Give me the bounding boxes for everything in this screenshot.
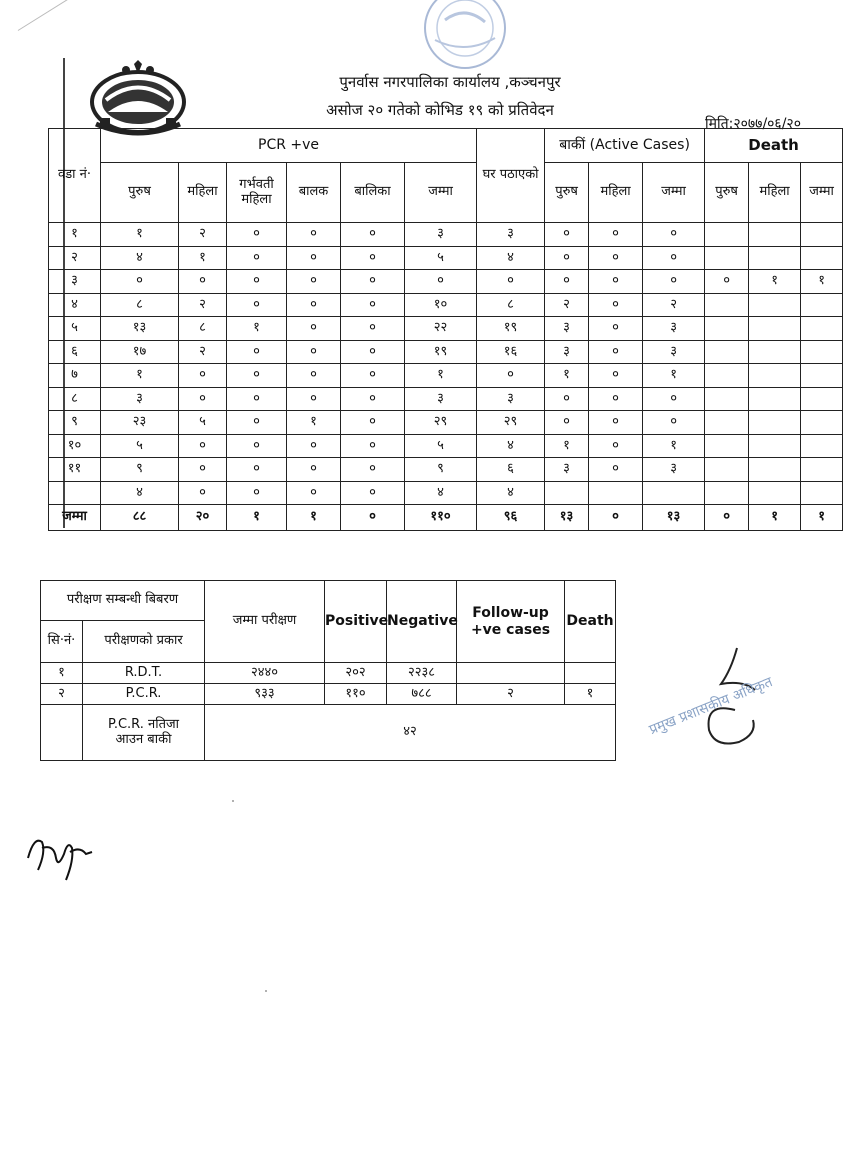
cell-death-female	[749, 223, 801, 247]
cell-active-male: ०	[545, 387, 589, 411]
total-pcr-boy: १	[287, 505, 341, 531]
cell-active-total: २	[643, 293, 705, 317]
cell-pcr-girl: ०	[341, 481, 405, 505]
cell-active-male: ३	[545, 458, 589, 482]
cell-death-total	[801, 223, 843, 247]
cell-sent-home: ०	[477, 364, 545, 388]
cell-death-female	[749, 481, 801, 505]
cell-death-total	[801, 434, 843, 458]
cell-death-female: १	[749, 270, 801, 294]
cell-pcr-girl: ०	[341, 458, 405, 482]
test-type: P.C.R.	[83, 684, 205, 705]
cell-pcr-boy: ०	[287, 340, 341, 364]
cell-pcr-total: ९	[405, 458, 477, 482]
cell-ward: १	[49, 223, 101, 247]
cell-death-total	[801, 458, 843, 482]
test-type: R.D.T.	[83, 663, 205, 684]
cell-death-total	[801, 317, 843, 341]
page-corner-line	[18, 0, 95, 31]
cell-death-male: ०	[705, 270, 749, 294]
cell-active-total: ३	[643, 340, 705, 364]
cell-death-female	[749, 411, 801, 435]
cell-sent-home: ४	[477, 434, 545, 458]
cell-active-female: ०	[589, 223, 643, 247]
cell-pcr-boy: ०	[287, 364, 341, 388]
cell-death-total	[801, 340, 843, 364]
cell-pcr-total: २२	[405, 317, 477, 341]
header-test-details: परीक्षण सम्बन्धी बिबरण	[41, 581, 205, 621]
header-death-female: महिला	[749, 163, 801, 223]
cell-active-female	[589, 481, 643, 505]
pending-label-line2: आउन बाकी	[115, 731, 172, 747]
total-death-male: ०	[705, 505, 749, 531]
cell-pcr-male: ९	[101, 458, 179, 482]
cell-pcr-girl: ०	[341, 293, 405, 317]
cell-death-female	[749, 434, 801, 458]
cell-death-total	[801, 246, 843, 270]
total-pcr-girl: ०	[341, 505, 405, 531]
cell-sent-home: २९	[477, 411, 545, 435]
cell-pcr-boy: ०	[287, 246, 341, 270]
report-date: मिति:२०७७/०६/२०	[705, 116, 801, 132]
cell-sent-home: ३	[477, 223, 545, 247]
header-pcr-total: जम्मा	[405, 163, 477, 223]
cell-death-total	[801, 481, 843, 505]
test-death: १	[565, 684, 616, 705]
cell-ward: ९	[49, 411, 101, 435]
table-row	[41, 684, 616, 705]
header-total-tests: जम्मा परीक्षण	[205, 581, 325, 663]
cell-pcr-female: २	[179, 293, 227, 317]
test-negative: २२३८	[387, 663, 457, 684]
cell-sent-home: १६	[477, 340, 545, 364]
cell-active-total: ०	[643, 270, 705, 294]
cell-active-female: ०	[589, 246, 643, 270]
cell-pcr-male: ४	[101, 246, 179, 270]
cell-death-female	[749, 340, 801, 364]
test-followup: २	[457, 684, 565, 705]
cell-death-total	[801, 293, 843, 317]
cell-pcr-pregnant: ०	[227, 364, 287, 388]
cell-pcr-girl: ०	[341, 364, 405, 388]
cell-pcr-female: ०	[179, 387, 227, 411]
cell-death-male	[705, 411, 749, 435]
cell-sent-home: १९	[477, 317, 545, 341]
cell-pcr-male: ४	[101, 481, 179, 505]
cell-pcr-boy: ०	[287, 434, 341, 458]
cell-pcr-girl: ०	[341, 411, 405, 435]
cell-death-female	[749, 387, 801, 411]
cell-active-male: ०	[545, 223, 589, 247]
header-positive: Positive	[325, 581, 387, 663]
cell-pcr-total: १०	[405, 293, 477, 317]
cell-active-male: २	[545, 293, 589, 317]
cell-active-male: ०	[545, 270, 589, 294]
cell-active-female: ०	[589, 411, 643, 435]
header-negative: Negative	[387, 581, 457, 663]
table-row	[49, 481, 843, 505]
test-negative: ७८८	[387, 684, 457, 705]
cell-pcr-girl: ०	[341, 223, 405, 247]
cell-active-total: ३	[643, 458, 705, 482]
cell-ward	[49, 481, 101, 505]
total-ward: जम्मा	[49, 505, 101, 531]
header-test-type: परीक्षणको प्रकार	[83, 621, 205, 663]
cell-death-male	[705, 481, 749, 505]
table-row	[49, 387, 843, 411]
cell-death-male	[705, 387, 749, 411]
cell-pcr-pregnant: ०	[227, 481, 287, 505]
cell-pcr-boy: ०	[287, 481, 341, 505]
test-total: २४४०	[205, 663, 325, 684]
header-pcr-pregnant: गर्भवती महिला	[227, 163, 287, 223]
cell-active-female: ०	[589, 434, 643, 458]
cell-sent-home: ४	[477, 246, 545, 270]
cell-pcr-pregnant: ०	[227, 340, 287, 364]
header-death-total: जम्मा	[801, 163, 843, 223]
cell-death-male	[705, 458, 749, 482]
cell-pcr-girl: ०	[341, 270, 405, 294]
cell-sent-home: ३	[477, 387, 545, 411]
cell-pcr-male: १३	[101, 317, 179, 341]
cell-death-male	[705, 223, 749, 247]
cell-pcr-male: २३	[101, 411, 179, 435]
cell-active-male: १	[545, 364, 589, 388]
cell-pcr-girl: ०	[341, 317, 405, 341]
cell-active-total: ०	[643, 223, 705, 247]
table-row	[49, 270, 843, 294]
total-pcr-pregnant: १	[227, 505, 287, 531]
cell-ward: ३	[49, 270, 101, 294]
total-death-total: १	[801, 505, 843, 531]
cell-pcr-boy: ०	[287, 223, 341, 247]
cell-death-female	[749, 458, 801, 482]
cell-active-female: ०	[589, 364, 643, 388]
cell-pcr-total: १९	[405, 340, 477, 364]
cell-ward: १०	[49, 434, 101, 458]
test-sn: २	[41, 684, 83, 705]
cell-ward: ८	[49, 387, 101, 411]
cell-pcr-female: ०	[179, 434, 227, 458]
cell-pcr-pregnant: १	[227, 317, 287, 341]
table-row	[49, 223, 843, 247]
cell-pcr-male: ५	[101, 434, 179, 458]
pending-sn	[41, 705, 83, 761]
cell-pcr-girl: ०	[341, 387, 405, 411]
cell-pcr-female: ०	[179, 364, 227, 388]
header-pcr-girl: बालिका	[341, 163, 405, 223]
scan-speck	[265, 990, 267, 992]
total-active-male: १३	[545, 505, 589, 531]
cell-pcr-boy: ०	[287, 387, 341, 411]
cell-pcr-male: १	[101, 223, 179, 247]
cell-active-male: ०	[545, 411, 589, 435]
nepal-emblem-icon	[86, 60, 191, 138]
cell-pcr-total: ५	[405, 246, 477, 270]
cell-pcr-female: ०	[179, 270, 227, 294]
cell-pcr-total: १	[405, 364, 477, 388]
cell-pcr-female: ०	[179, 481, 227, 505]
table-row	[49, 293, 843, 317]
cell-ward: ५	[49, 317, 101, 341]
cell-pcr-male: १	[101, 364, 179, 388]
cell-active-total: १	[643, 434, 705, 458]
cell-death-total: १	[801, 270, 843, 294]
cell-pcr-total: २९	[405, 411, 477, 435]
test-total: ९३३	[205, 684, 325, 705]
cell-ward: २	[49, 246, 101, 270]
cell-active-total	[643, 481, 705, 505]
test-followup	[457, 663, 565, 684]
cell-pcr-total: ४	[405, 481, 477, 505]
header-active-cases: बाकीं (Active Cases)	[545, 129, 705, 163]
cell-death-female	[749, 364, 801, 388]
cell-pcr-boy: १	[287, 411, 341, 435]
cell-death-male	[705, 246, 749, 270]
cell-pcr-pregnant: ०	[227, 223, 287, 247]
cell-active-female: ०	[589, 458, 643, 482]
cell-active-total: ३	[643, 317, 705, 341]
header-pcr-positive: PCR +ve	[101, 129, 477, 163]
cell-pcr-total: ०	[405, 270, 477, 294]
cell-death-female	[749, 246, 801, 270]
cell-ward: ४	[49, 293, 101, 317]
cell-pcr-female: ५	[179, 411, 227, 435]
header-pcr-male: पुरुष	[101, 163, 179, 223]
pending-value: ४२	[205, 705, 616, 761]
cell-pcr-pregnant: ०	[227, 434, 287, 458]
cell-ward: ६	[49, 340, 101, 364]
cell-pcr-male: ८	[101, 293, 179, 317]
cell-pcr-pregnant: ०	[227, 411, 287, 435]
header-followup: Follow-up +ve cases	[457, 581, 565, 663]
header-active-female: महिला	[589, 163, 643, 223]
cell-pcr-female: २	[179, 223, 227, 247]
table-row	[49, 317, 843, 341]
cell-active-male: ३	[545, 340, 589, 364]
cell-active-male: ३	[545, 317, 589, 341]
total-pcr-female: २०	[179, 505, 227, 531]
covid-cases-table	[48, 128, 843, 531]
test-positive: ११०	[325, 684, 387, 705]
total-active-total: १३	[643, 505, 705, 531]
cell-active-total: १	[643, 364, 705, 388]
pending-label	[83, 705, 205, 761]
cell-pcr-boy: ०	[287, 270, 341, 294]
cell-active-male: १	[545, 434, 589, 458]
cell-pcr-male: ३	[101, 387, 179, 411]
header-sent-home: घर पठाएको	[477, 129, 545, 223]
cell-ward: ११	[49, 458, 101, 482]
scan-speck	[232, 800, 234, 802]
office-name: पुनर्वास नगरपालिका कार्यालय ,कञ्चनपुर	[339, 73, 561, 91]
cell-death-total	[801, 411, 843, 435]
total-active-female: ०	[589, 505, 643, 531]
cell-pcr-female: ०	[179, 458, 227, 482]
cell-active-female: ०	[589, 387, 643, 411]
cell-death-male	[705, 434, 749, 458]
total-sent-home: ९६	[477, 505, 545, 531]
header-pcr-female: महिला	[179, 163, 227, 223]
cell-pcr-pregnant: ०	[227, 387, 287, 411]
cell-pcr-girl: ०	[341, 246, 405, 270]
cell-active-female: ०	[589, 293, 643, 317]
header-death-male: पुरुष	[705, 163, 749, 223]
header-pcr-boy: बालक	[287, 163, 341, 223]
cell-pcr-female: २	[179, 340, 227, 364]
cell-active-male	[545, 481, 589, 505]
header-death: Death	[705, 129, 843, 163]
cell-pcr-total: ३	[405, 387, 477, 411]
cell-active-female: ०	[589, 270, 643, 294]
cell-death-male	[705, 340, 749, 364]
cell-pcr-boy: ०	[287, 458, 341, 482]
cell-death-total	[801, 364, 843, 388]
header-test-death: Death	[565, 581, 616, 663]
table-row	[49, 364, 843, 388]
cell-death-female	[749, 317, 801, 341]
test-details-table	[40, 580, 616, 761]
table-row	[49, 458, 843, 482]
total-death-female: १	[749, 505, 801, 531]
signature-left-icon	[20, 818, 100, 888]
cell-pcr-girl: ०	[341, 340, 405, 364]
table-row-pending	[41, 705, 616, 761]
officer-stamp-text: प्रमुख प्रशासकीय अधिकृत	[647, 674, 775, 739]
cell-active-male: ०	[545, 246, 589, 270]
cell-pcr-pregnant: ०	[227, 458, 287, 482]
faded-stamp-icon	[405, 0, 520, 70]
cell-sent-home: ६	[477, 458, 545, 482]
cell-pcr-pregnant: ०	[227, 246, 287, 270]
cell-death-female	[749, 293, 801, 317]
cell-sent-home: ८	[477, 293, 545, 317]
cell-pcr-male: ०	[101, 270, 179, 294]
cell-active-female: ०	[589, 340, 643, 364]
table-row-total	[49, 505, 843, 531]
cell-pcr-pregnant: ०	[227, 293, 287, 317]
total-pcr-total: ११०	[405, 505, 477, 531]
cell-sent-home: ०	[477, 270, 545, 294]
table-row	[49, 246, 843, 270]
cell-sent-home: ४	[477, 481, 545, 505]
test-positive: २०२	[325, 663, 387, 684]
cell-active-total: ०	[643, 411, 705, 435]
table-row	[49, 340, 843, 364]
cell-death-male	[705, 317, 749, 341]
cell-pcr-pregnant: ०	[227, 270, 287, 294]
test-death	[565, 663, 616, 684]
cell-pcr-boy: ०	[287, 317, 341, 341]
cell-pcr-male: १७	[101, 340, 179, 364]
cell-ward: ७	[49, 364, 101, 388]
header-active-male: पुरुष	[545, 163, 589, 223]
total-pcr-male: ८८	[101, 505, 179, 531]
cell-active-total: ०	[643, 246, 705, 270]
cell-death-male	[705, 364, 749, 388]
cell-death-male	[705, 293, 749, 317]
cell-pcr-girl: ०	[341, 434, 405, 458]
cell-active-total: ०	[643, 387, 705, 411]
cell-pcr-total: ३	[405, 223, 477, 247]
table-row	[49, 434, 843, 458]
cell-active-female: ०	[589, 317, 643, 341]
table-row	[49, 411, 843, 435]
report-title: असोज २० गतेको कोभिड १९ को प्रतिवेदन	[326, 101, 554, 119]
header-ward: वडा नं·	[49, 129, 101, 223]
cell-pcr-female: ८	[179, 317, 227, 341]
header-serial-number: सि·नं·	[41, 621, 83, 663]
cell-death-total	[801, 387, 843, 411]
header-active-total: जम्मा	[643, 163, 705, 223]
cell-pcr-total: ५	[405, 434, 477, 458]
test-sn: १	[41, 663, 83, 684]
cell-pcr-boy: ०	[287, 293, 341, 317]
cell-pcr-female: १	[179, 246, 227, 270]
table-row	[41, 663, 616, 684]
pending-label-line1: P.C.R. नतिजा	[108, 716, 179, 732]
